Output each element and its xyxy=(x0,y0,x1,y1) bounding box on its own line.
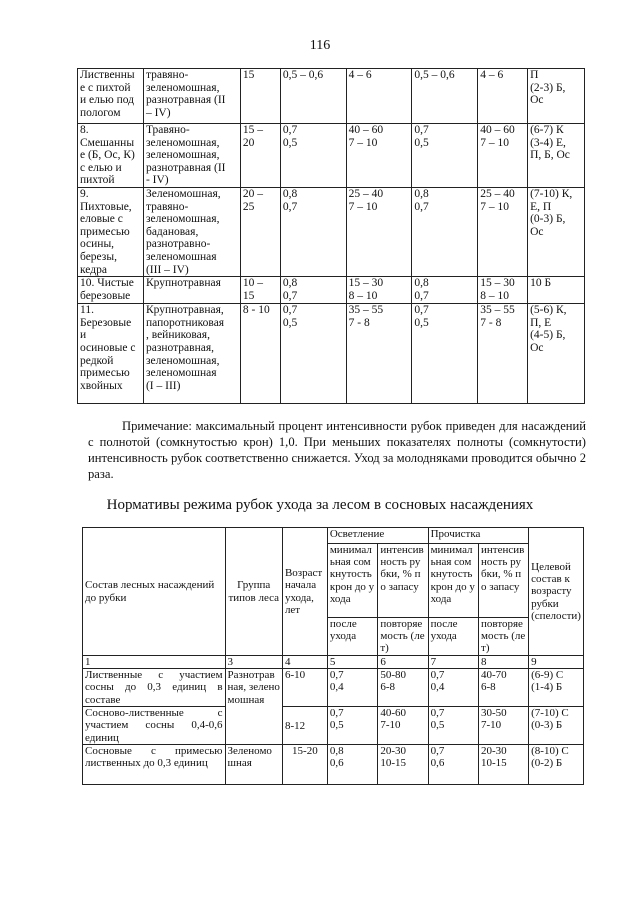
age-cell: 20 – 25 xyxy=(240,187,280,276)
value-cell: 0,8 0,7 xyxy=(412,187,478,276)
value-cell: 0,8 0,6 xyxy=(327,745,378,785)
age-cell: 15 xyxy=(240,69,280,124)
target-composition-cell: П (2-3) Б, Ос xyxy=(528,69,585,124)
age-cell: 10 – 15 xyxy=(240,277,280,304)
column-number-row xyxy=(83,656,584,669)
value-cell: 0,7 0,4 xyxy=(327,669,378,707)
forest-type-header: Группа типов леса xyxy=(225,528,282,656)
target-composition-cell: (6-7) К (3-4) Е, П, Б, Ос xyxy=(528,124,585,188)
table-title: Нормативы режима рубок ухода за лесом в сосновых насаждениях xyxy=(106,497,534,513)
value-cell: 0,7 0,5 xyxy=(428,707,478,745)
forest-composition-cell: 11. Березовые и осиновые с редкой примесью хвойных xyxy=(78,304,144,404)
forest-type-cell: Крупнотравная xyxy=(143,277,240,304)
composition-cell: Лиственные с участием сосны до 0,3 единиц в составе xyxy=(83,669,226,707)
value-cell: 20-30 10-15 xyxy=(378,745,428,785)
table-row xyxy=(78,69,585,124)
value-cell: 0,7 0,4 xyxy=(428,669,478,707)
forest-type-cell: Зеленомошная xyxy=(225,745,282,785)
intensity-header: интенсивность рубки, % по запасу xyxy=(378,544,428,618)
age-cell: 15 – 20 xyxy=(240,124,280,188)
table-row xyxy=(83,745,584,785)
value-cell: 30-50 7-10 xyxy=(479,707,529,745)
value-cell: 50-80 6-8 xyxy=(378,669,428,707)
value-cell: 40 – 60 7 – 10 xyxy=(346,124,412,188)
column-number: 4 xyxy=(282,656,327,669)
value-cell: 4 – 6 xyxy=(346,69,412,124)
note-text: Примечание: максимальный процент интенсивности рубок приведен для насаждений с полнотой (сомкнутостью крон) 1,0. При меньших показателях полноты (сомкнутости) интенсивность рубок соответственно снижается. Уход за молодняками проводится обычно 2 раза. xyxy=(88,419,586,481)
after-header: после ухода xyxy=(327,618,378,656)
table-row xyxy=(78,304,585,404)
thinning-norms-table-continued xyxy=(77,68,585,404)
value-cell: 40-60 7-10 xyxy=(378,707,428,745)
table-row xyxy=(83,707,584,745)
repeat-header: повторяемость (лет) xyxy=(378,618,428,656)
age-cell: 8 - 10 xyxy=(240,304,280,404)
start-age-header: Возраст начала ухода, лет xyxy=(282,528,327,656)
composition-cell: Сосновые с примесью лиственных до 0,3 единиц xyxy=(83,745,226,785)
value-cell: 35 – 55 7 - 8 xyxy=(478,304,528,404)
min-density-header: минимальная сомкнутость крон до ухода xyxy=(428,544,478,618)
value-cell: 25 – 40 7 – 10 xyxy=(478,187,528,276)
composition-cell: Сосново-лиственные с участием сосны 0,4-0,6 единиц xyxy=(83,707,226,745)
value-cell: 40 – 60 7 – 10 xyxy=(478,124,528,188)
value-cell: 0,5 – 0,6 xyxy=(280,69,346,124)
forest-type-cell: Травяно- зеленомошная, зеленомошная, разнотравная (II - IV) xyxy=(143,124,240,188)
column-number: 1 xyxy=(83,656,226,669)
value-cell: 0,7 0,5 xyxy=(412,304,478,404)
forest-composition-cell: 8. Смешанны е (Б, Ос, К) с елью и пихтой xyxy=(78,124,144,188)
value-cell: 15 – 30 8 – 10 xyxy=(478,277,528,304)
value-cell: 15 – 30 8 – 10 xyxy=(346,277,412,304)
table-row xyxy=(83,669,584,707)
value-cell: 20-30 10-15 xyxy=(479,745,529,785)
composition-header: Состав лесных насаждений до рубки xyxy=(83,528,226,656)
after-header: после ухода xyxy=(428,618,478,656)
forest-type-cell: Разнотравная, зеленомошная xyxy=(225,669,282,745)
value-cell: 35 – 55 7 - 8 xyxy=(346,304,412,404)
value-cell: 0,8 0,7 xyxy=(280,187,346,276)
value-cell: 25 – 40 7 – 10 xyxy=(346,187,412,276)
target-composition-cell: (5-6) К, П, Е (4-5) Б, Ос xyxy=(528,304,585,404)
value-cell: 0,7 0,5 xyxy=(280,304,346,404)
target-composition-cell: (6-9) С (1-4) Б xyxy=(529,669,584,707)
target-composition-cell: 10 Б xyxy=(528,277,585,304)
value-cell: 40-70 6-8 xyxy=(479,669,529,707)
table-row xyxy=(78,124,585,188)
value-cell: 0,7 0,6 xyxy=(428,745,478,785)
forest-composition-cell: Лиственны е с пихтой и елью под пологом xyxy=(78,69,144,124)
column-number: 7 xyxy=(428,656,478,669)
repeat-header: повторяемость (лет) xyxy=(479,618,529,656)
table-row xyxy=(78,277,585,304)
target-composition-cell: (7-10) К, Е, П (0-3) Б, Ос xyxy=(528,187,585,276)
header-row xyxy=(83,528,584,544)
cleaning-header: Прочистка xyxy=(428,528,529,544)
forest-type-cell: Крупнотравная, папоротниковая , вейниковая, разнотравная, зеленомошная, зеленомошная (I – III) xyxy=(143,304,240,404)
forest-composition-cell: 10. Чистые березовые xyxy=(78,277,144,304)
forest-composition-cell: 9. Пихтовые, еловые с примесью осины, березы, кедра xyxy=(78,187,144,276)
column-number: 6 xyxy=(378,656,428,669)
min-density-header: минимальная сомкнутость крон до ухода xyxy=(327,544,378,618)
value-cell: 0,7 0,5 xyxy=(280,124,346,188)
target-composition-header: Целевой состав к возрасту рубки (спелости) xyxy=(529,528,584,656)
table-row xyxy=(78,187,585,276)
value-cell: 4 – 6 xyxy=(478,69,528,124)
age-cell: 6-10 xyxy=(282,669,327,707)
age-cell: 15-20 xyxy=(282,745,327,785)
value-cell: 0,5 – 0,6 xyxy=(412,69,478,124)
column-number: 5 xyxy=(327,656,378,669)
table-note xyxy=(88,418,586,482)
forest-type-cell: травяно- зеленомошная, разнотравная (II – IV) xyxy=(143,69,240,124)
column-number: 9 xyxy=(529,656,584,669)
page-number: 116 xyxy=(309,38,331,53)
value-cell: 0,7 0,5 xyxy=(412,124,478,188)
value-cell: 0,8 0,7 xyxy=(280,277,346,304)
pine-thinning-norms-table xyxy=(82,527,584,785)
clearing-header: Осветление xyxy=(327,528,428,544)
value-cell: 0,7 0,5 xyxy=(327,707,378,745)
intensity-header: интенсивность рубки, % по запасу xyxy=(479,544,529,618)
column-number: 3 xyxy=(225,656,282,669)
target-composition-cell: (7-10) С (0-3) Б xyxy=(529,707,584,745)
target-composition-cell: (8-10) С (0-2) Б xyxy=(529,745,584,785)
value-cell: 0,8 0,7 xyxy=(412,277,478,304)
forest-type-cell: Зеленомошная, травяно- зеленомошная, бадановая, разнотравно- зеленомошная (III – IV) xyxy=(143,187,240,276)
column-number: 8 xyxy=(479,656,529,669)
age-cell: 8-12 xyxy=(282,707,327,745)
